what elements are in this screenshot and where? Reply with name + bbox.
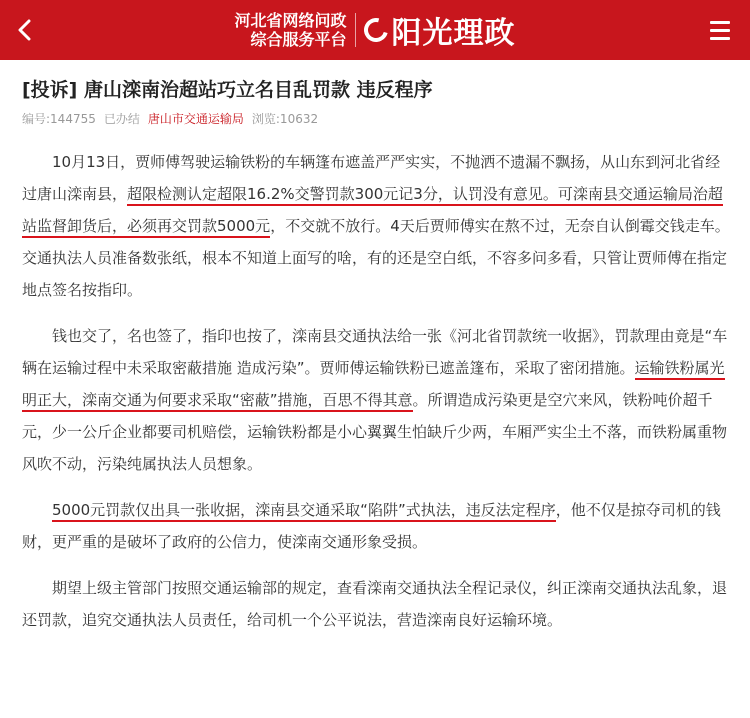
hamburger-icon-bar xyxy=(710,37,730,40)
brand-name: 阳光理政 xyxy=(391,16,516,51)
article-id: 编号:144755 xyxy=(22,112,96,126)
top-navigation-bar xyxy=(0,0,750,60)
article-department-link[interactable]: 唐山市交通运输局 xyxy=(147,112,244,126)
text-segment: ，他不仅是掠夺司机的钱财，更严重的是破坏了政府的公信力，使滦南交通形象受损。 xyxy=(22,501,721,551)
text-segment: 。所谓造成污染更是空穴来风，铁粉吨价超千元，少一公斤企业都要司机赔偿，运输铁粉都是小心翼翼生怕缺斤少两，车厢严实尘土不落，而铁粉属重物风吹不动，污染纯属执法人员想象。 xyxy=(22,391,728,473)
hamburger-icon-bar xyxy=(710,29,730,32)
brand-logo-icon xyxy=(359,14,392,47)
hamburger-icon-bar xyxy=(710,21,730,24)
article-paragraph xyxy=(22,320,732,480)
brand-subtitle xyxy=(234,11,354,49)
article-meta xyxy=(22,110,732,128)
text-segment: 10月13日，贾师傅驾驶运输铁粉的车辆篷布遮盖严严实实，不抛洒不遗漏不飘扬，从山东到河北省经过唐山滦南县， xyxy=(22,153,721,203)
back-button[interactable] xyxy=(8,14,40,46)
article-paragraph xyxy=(22,572,732,636)
chevron-left-icon xyxy=(17,19,31,41)
article-paragraph xyxy=(22,146,732,306)
article-status: 已办结 xyxy=(103,112,140,126)
article-title: [投诉] 唐山滦南治超站巧立名目乱罚款 违反程序 xyxy=(22,79,433,101)
brand-divider xyxy=(355,13,356,47)
brand-line-1: 河北省网络问政 xyxy=(234,11,347,30)
underlined-text-segment: 超限检测认定超限16.2%交警罚款300元记3分，认罚没有意见。可滦南县交通运输局治超站监督卸货后，必须再交罚款5000元 xyxy=(22,185,723,238)
article-paragraph xyxy=(22,494,732,558)
site-brand xyxy=(234,8,515,52)
article-content xyxy=(22,146,732,636)
text-segment: 钱也交了，名也签了，指印也按了，滦南县交通执法给一张《河北省罚款统一收据》，罚款理由竟是“车辆在运输过程中未采取密蔽措施 造成污染”。贾师傅运输铁粉已遮盖篷布，采取了密闭措施。 xyxy=(22,327,728,377)
underlined-text-segment: 运输铁粉属光明正大，滦南交通为何要求采取“密蔽”措施，百思不得其意 xyxy=(22,359,725,412)
brand-line-2: 综合服务平台 xyxy=(250,30,347,49)
menu-button[interactable] xyxy=(704,14,736,46)
underlined-text-segment: 5000元罚款仅出具一张收据，滦南县交通采取“陷阱”式执法，违反法定程序 xyxy=(52,501,556,522)
article-views: 浏览:10632 xyxy=(251,112,319,126)
text-segment: ，不交就不放行。4天后贾师傅实在熬不过，无奈自认倒霉交钱走车。交通执法人员准备数张纸，根本不知道上面写的啥，有的还是空白纸，不容多问多看，只管让贾师傅在指定地点签名按指印。 xyxy=(22,217,730,299)
article xyxy=(22,76,732,650)
text-segment: 期望上级主管部门按照交通运输部的规定，查看滦南交通执法全程记录仪，纠正滦南交通执法乱象，退还罚款，追究交通执法人员责任，给司机一个公平说法，营造滦南良好运输环境。 xyxy=(22,579,728,629)
